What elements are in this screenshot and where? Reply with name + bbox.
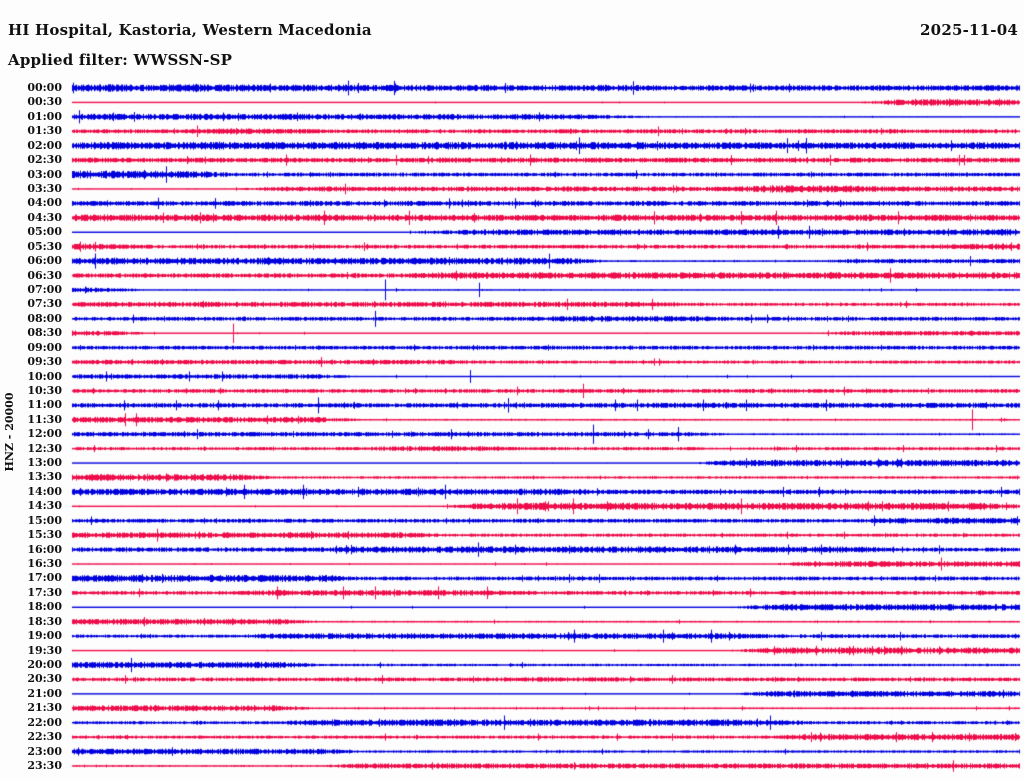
- time-label: 03:00: [27, 167, 62, 181]
- time-label: 02:30: [27, 153, 62, 167]
- time-label: 10:30: [27, 383, 62, 397]
- time-label: 11:30: [27, 412, 62, 426]
- time-label: 08:00: [27, 311, 62, 325]
- time-label: 16:00: [27, 542, 62, 556]
- time-label: 21:00: [27, 686, 62, 700]
- time-label: 04:30: [27, 210, 62, 224]
- time-label: 08:30: [27, 326, 62, 340]
- time-label: 09:00: [27, 340, 62, 354]
- time-label: 19:00: [27, 629, 62, 643]
- time-label: 09:30: [27, 355, 62, 369]
- time-label: 00:30: [27, 95, 62, 109]
- time-label: 03:30: [27, 181, 62, 195]
- time-labels-column: [0, 0, 64, 780]
- time-label: 13:30: [27, 470, 62, 484]
- time-label: 22:00: [27, 715, 62, 729]
- time-label: 10:00: [27, 369, 62, 383]
- time-label: 19:30: [27, 643, 62, 657]
- time-label: 17:30: [27, 585, 62, 599]
- time-label: 15:30: [27, 528, 62, 542]
- time-label: 15:00: [27, 513, 62, 527]
- time-label: 17:00: [27, 571, 62, 585]
- time-label: 05:30: [27, 239, 62, 253]
- time-label: 06:00: [27, 254, 62, 268]
- time-label: 21:30: [27, 701, 62, 715]
- time-label: 05:00: [27, 225, 62, 239]
- time-label: 16:30: [27, 557, 62, 571]
- time-label: 04:00: [27, 196, 62, 210]
- time-label: 18:00: [27, 600, 62, 614]
- time-label: 22:30: [27, 730, 62, 744]
- time-label: 18:30: [27, 614, 62, 628]
- time-label: 23:00: [27, 744, 62, 758]
- time-label: 11:00: [27, 398, 62, 412]
- time-label: 12:00: [27, 427, 62, 441]
- time-label: 23:30: [27, 758, 62, 772]
- time-label: 06:30: [27, 268, 62, 282]
- time-label: 01:00: [27, 109, 62, 123]
- time-label: 07:00: [27, 282, 62, 296]
- time-label: 02:00: [27, 138, 62, 152]
- time-label: 20:30: [27, 672, 62, 686]
- time-label: 12:30: [27, 441, 62, 455]
- time-label: 07:30: [27, 297, 62, 311]
- time-label: 14:00: [27, 484, 62, 498]
- time-label: 14:30: [27, 499, 62, 513]
- time-label: 00:00: [27, 81, 62, 94]
- time-label: 01:30: [27, 124, 62, 138]
- time-label: 13:00: [27, 456, 62, 470]
- time-label: 20:00: [27, 658, 62, 671]
